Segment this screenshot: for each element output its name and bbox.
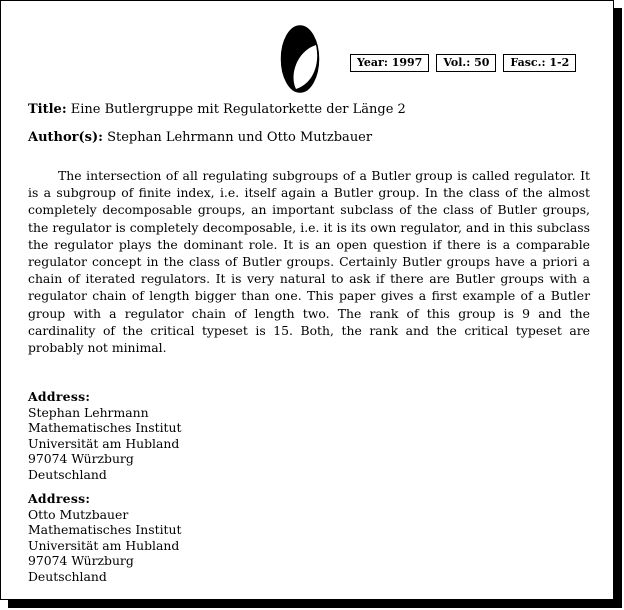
authors-line: [28, 129, 372, 146]
abstract-text: The intersection of all regulating subgroups of a Butler group is called regulator. It is a subgroup of finite index, i.e. itself again a Butler group. In the class of the almost completely decomposable groups, an important subclass of the class of Butler groups, the regulator is completely decomposable, i.e. it is its own regulator, and in this subclass the regulator plays the dominant role. It is an open question if there is a comparable regulator concept in the class of Butler groups. Certainly Butler groups have a priori a chain of iterated regulators. It is very natural to ask if there are Butler groups with a regulator chain of length bigger than one. This paper gives a first example of a Butler group with a regulator chain of length two. The rank of this group is 9 and the cardinality of the critical typeset is 15. Both, the rank and the critical typeset are probably not minimal.: [28, 168, 590, 356]
title-line: [28, 101, 406, 118]
address-city: 97074 Würzburg: [28, 553, 134, 568]
address-block-1: [28, 389, 181, 482]
title-label: Title:: [28, 102, 67, 117]
address-city: 97074 Würzburg: [28, 451, 134, 466]
page-shadow-right: [613, 8, 622, 608]
address-institute: Mathematisches Institut: [28, 522, 182, 537]
page-shadow-bottom: [8, 599, 622, 608]
paper-title: Eine Butlergruppe mit Regulatorkette der Länge 2: [70, 102, 406, 117]
address-heading: Address:: [28, 491, 91, 506]
fascicle-badge: Fasc.: 1-2: [503, 54, 576, 72]
year-badge: Year: 1997: [350, 54, 429, 72]
paper-authors: Stephan Lehrmann und Otto Mutzbauer: [107, 130, 373, 145]
address-university: Universität am Hubland: [28, 537, 180, 553]
address-country: Deutschland: [28, 568, 107, 584]
address-institute: Mathematisches Institut: [28, 420, 182, 435]
address-block-2: [28, 491, 181, 584]
address-name: Otto Mutzbauer: [28, 506, 129, 522]
address-university: Universität am Hubland: [28, 435, 180, 451]
address-heading: Address:: [28, 389, 91, 404]
issue-info: [350, 54, 576, 72]
journal-logo-icon: [279, 23, 321, 95]
volume-badge: Vol.: 50: [436, 54, 496, 72]
address-name: Stephan Lehrmann: [28, 404, 149, 420]
address-country: Deutschland: [28, 466, 107, 482]
authors-label: Author(s):: [28, 130, 103, 145]
